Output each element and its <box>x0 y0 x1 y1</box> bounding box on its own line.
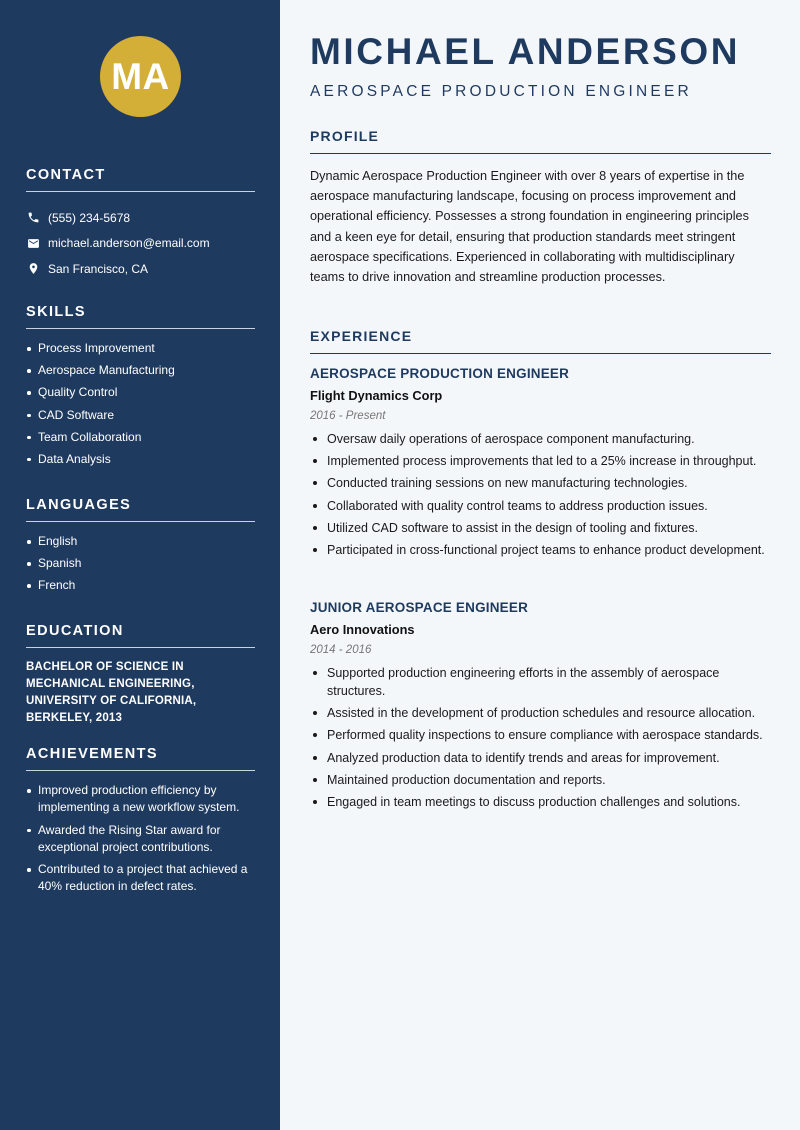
job-bullets <box>310 430 771 559</box>
list-item: Supported production engineering efforts in the assembly of aerospace structures. <box>310 664 771 700</box>
location-pin-icon <box>26 262 40 276</box>
skills-heading: SKILLS <box>26 304 255 329</box>
experience-heading: EXPERIENCE <box>310 328 771 354</box>
list-item: CAD Software <box>26 407 255 424</box>
list-item: Team Collaboration <box>26 429 255 446</box>
avatar <box>100 36 181 117</box>
list-item: Improved production efficiency by implementing a new workflow system. <box>26 782 255 816</box>
languages-section <box>26 497 255 600</box>
experience-section <box>310 328 771 354</box>
experience-entry <box>310 600 771 815</box>
profile-text: Dynamic Aerospace Production Engineer with over 8 years of expertise in the aerospace manufacturing landscape, focusing on process improvement and operational efficiency. Possesses a strong foundation in engineering principles and a keen eye for detail, ensuring that production standards meet stringent aerospace specifications. Experienced in collaborating with multidisciplinary teams to drive innovation and streamline production processes. <box>310 169 749 285</box>
list-item: Data Analysis <box>26 451 255 468</box>
job-dates: 2014 - 2016 <box>310 644 372 656</box>
list-item: Utilized CAD software to assist in the design of tooling and fixtures. <box>310 519 771 537</box>
job-role: JUNIOR AEROSPACE ENGINEER <box>310 600 529 615</box>
languages-list <box>26 533 255 594</box>
email-text: michael.anderson@email.com <box>48 236 210 251</box>
avatar-initials: MA <box>111 55 170 97</box>
list-item: English <box>26 533 255 550</box>
contact-location <box>26 256 255 282</box>
sidebar <box>0 0 280 1130</box>
list-item: Implemented process improvements that led to a 25% increase in throughput. <box>310 452 771 470</box>
education-text: BACHELOR OF SCIENCE IN MECHANICAL ENGINEERING, UNIVERSITY OF CALIFORNIA, BERKELEY, 2013 <box>26 661 197 724</box>
achievements-list <box>26 782 255 895</box>
achievements-section <box>26 746 255 901</box>
list-item: Aerospace Manufacturing <box>26 362 255 379</box>
list-item: Spanish <box>26 555 255 572</box>
list-item: Contributed to a project that achieved a 40% reduction in defect rates. <box>26 861 255 895</box>
list-item: Oversaw daily operations of aerospace component manufacturing. <box>310 430 771 448</box>
list-item: Awarded the Rising Star award for exceptional project contributions. <box>26 822 255 856</box>
achievements-heading: ACHIEVEMENTS <box>26 746 255 771</box>
list-item: Process Improvement <box>26 340 255 357</box>
skills-section <box>26 304 255 473</box>
list-item: Conducted training sessions on new manufacturing technologies. <box>310 474 771 492</box>
languages-heading: LANGUAGES <box>26 497 255 522</box>
list-item: Engaged in team meetings to discuss production challenges and solutions. <box>310 793 771 811</box>
list-item: Performed quality inspections to ensure compliance with aerospace standards. <box>310 726 771 744</box>
education-heading: EDUCATION <box>26 623 255 648</box>
list-item: Quality Control <box>26 384 255 401</box>
job-dates: 2016 - Present <box>310 410 386 422</box>
email-icon <box>26 236 40 250</box>
phone-text: (555) 234-5678 <box>48 210 131 225</box>
job-role: AEROSPACE PRODUCTION ENGINEER <box>310 366 570 381</box>
candidate-name: MICHAEL ANDERSON <box>310 31 741 72</box>
list-item: French <box>26 577 255 594</box>
job-company: Flight Dynamics Corp <box>310 388 443 403</box>
phone-icon <box>26 211 40 225</box>
location-text: San Francisco, CA <box>48 261 149 276</box>
list-item: Participated in cross-functional project teams to enhance product development. <box>310 541 771 559</box>
list-item: Assisted in the development of production schedules and resource allocation. <box>310 704 771 722</box>
list-item: Analyzed production data to identify trends and areas for improvement. <box>310 749 771 767</box>
skills-list <box>26 340 255 468</box>
list-item: Collaborated with quality control teams to address production issues. <box>310 497 771 515</box>
profile-section <box>310 128 771 287</box>
experience-entry <box>310 366 771 563</box>
contact-section <box>26 167 255 282</box>
contact-heading: CONTACT <box>26 167 255 192</box>
contact-email <box>26 231 255 257</box>
list-item: Maintained production documentation and reports. <box>310 771 771 789</box>
contact-phone <box>26 205 255 231</box>
education-section <box>26 623 255 727</box>
job-company: Aero Innovations <box>310 622 415 637</box>
candidate-title: AEROSPACE PRODUCTION ENGINEER <box>310 83 692 100</box>
job-bullets <box>310 664 771 811</box>
contact-list <box>26 205 255 282</box>
profile-heading: PROFILE <box>310 128 771 154</box>
